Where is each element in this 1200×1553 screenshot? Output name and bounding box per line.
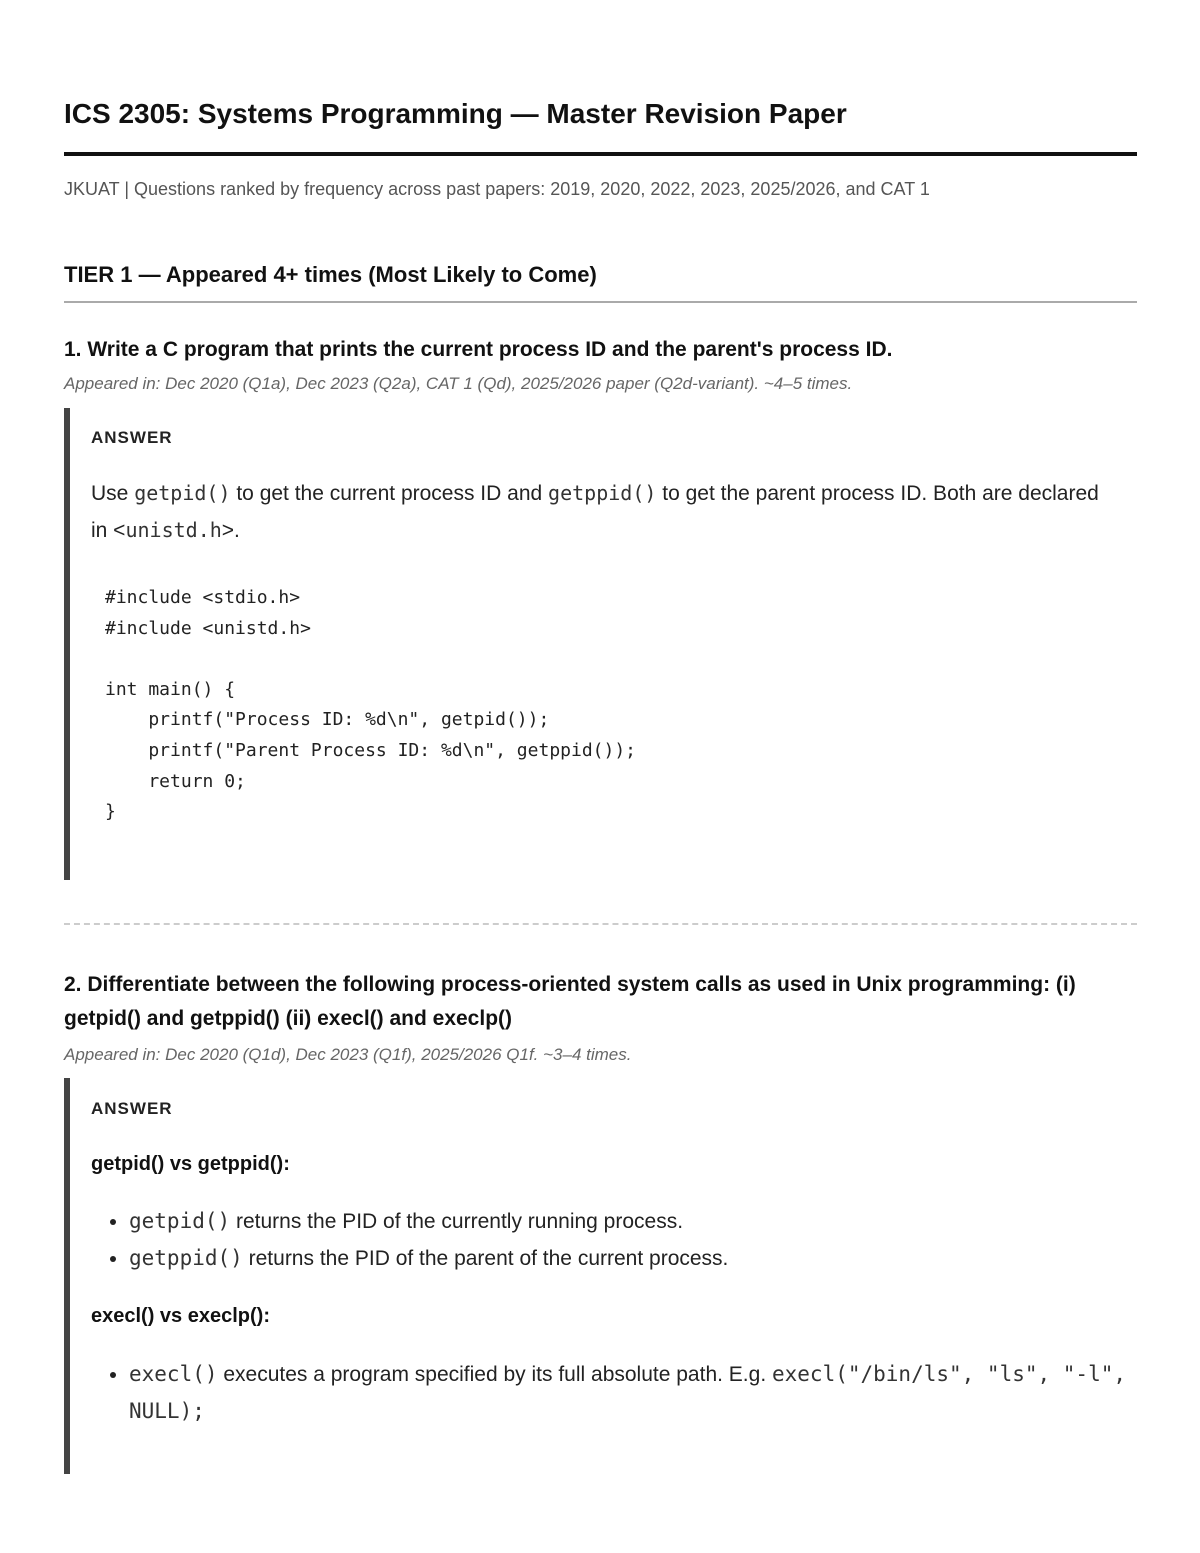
inline-code: getpid() xyxy=(129,1209,231,1233)
inline-code: getppid() xyxy=(129,1246,243,1270)
tier-1-heading: TIER 1 — Appeared 4+ times (Most Likely to Come) xyxy=(64,262,597,287)
answer-intro: Use getpid() to get the current process ID and getppid() to get the parent process ID. Both are declared in <unistd.h>. xyxy=(91,481,1099,542)
question-1-title: 1. Write a C program that prints the current process ID and the parent's process ID. xyxy=(64,338,893,361)
title-divider xyxy=(64,152,1137,156)
section-heading: execl() vs execlp(): xyxy=(91,1305,270,1327)
answer-label: ANSWER xyxy=(91,428,173,447)
inline-code: getpid() xyxy=(134,481,231,505)
bullet-list xyxy=(91,1203,1139,1277)
question-2-title: 2. Differentiate between the following process-oriented system calls as used in Unix programming: (i) getpid() and getppid() (ii) execl() and execlp() xyxy=(64,973,1076,1030)
inline-code: getppid() xyxy=(548,481,657,505)
tier-divider xyxy=(64,301,1137,303)
inline-code: execl() xyxy=(129,1362,218,1386)
question-1-meta: Appeared in: Dec 2020 (Q1a), Dec 2023 (Q2a), CAT 1 (Qd), 2025/2026 paper (Q2d-variant). ~4–5 times. xyxy=(64,374,853,393)
answer-label: ANSWER xyxy=(91,1099,173,1118)
question-2-answer xyxy=(64,1078,1137,1474)
list-item: • getppid() returns the PID of the parent of the current process. xyxy=(129,1240,1139,1277)
list-item: • execl() executes a program specified by its full absolute path. E.g. execl("/bin/ls", "ls", "-l", NULL); xyxy=(129,1356,1139,1430)
page-title: ICS 2305: Systems Programming — Master Revision Paper xyxy=(64,98,847,129)
question-1-answer xyxy=(64,408,1137,880)
list-item: • getpid() returns the PID of the currently running process. xyxy=(129,1203,1139,1240)
bullet-list xyxy=(91,1356,1139,1430)
page-subtitle: JKUAT | Questions ranked by frequency across past papers: 2019, 2020, 2022, 2023, 2025/2026, and CAT 1 xyxy=(64,179,930,199)
question-separator xyxy=(64,923,1137,925)
question-2-meta: Appeared in: Dec 2020 (Q1d), Dec 2023 (Q1f), 2025/2026 Q1f. ~3–4 times. xyxy=(64,1045,632,1064)
code-block: #include <stdio.h> #include <unistd.h> int main() { printf("Process ID: %d\n", getpid()); printf("Parent Process ID: %d\n", getppid()); return 0; } xyxy=(105,587,637,823)
inline-code: execl("/bin/ls", "ls", "-l", NULL); xyxy=(129,1362,1127,1423)
inline-code: unistd.h xyxy=(125,518,222,542)
section-heading: getpid() vs getppid(): xyxy=(91,1153,290,1175)
